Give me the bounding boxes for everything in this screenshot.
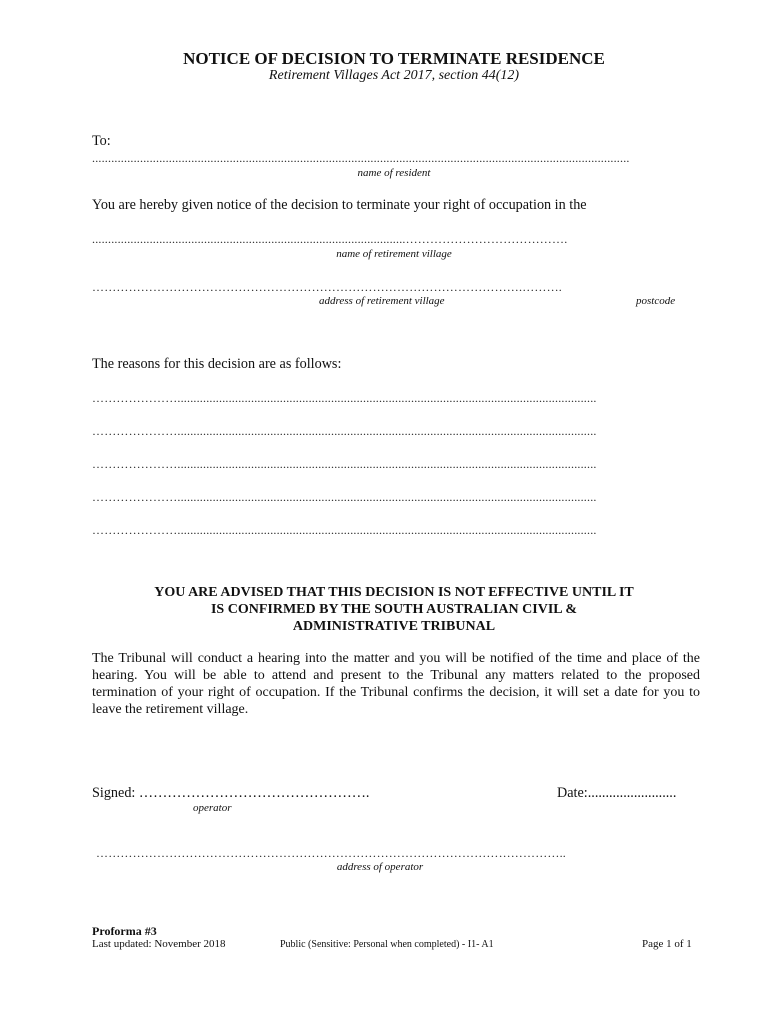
reason-line[interactable]: …………………................................................................................................................................... bbox=[92, 523, 597, 537]
village-name-field[interactable]: ..................................................................................................…………………………………. bbox=[92, 232, 568, 246]
last-updated: Last updated: November 2018 bbox=[92, 938, 226, 950]
notice-intro: You are hereby given notice of the decision to terminate your right of occupation in the bbox=[92, 197, 587, 213]
operator-caption: operator bbox=[193, 802, 232, 814]
reason-line[interactable]: …………………................................................................................................................................... bbox=[92, 457, 597, 471]
page-number: Page 1 of 1 bbox=[642, 938, 692, 950]
advice-line: ADMINISTRATIVE TRIBUNAL bbox=[292, 619, 496, 634]
operator-address-field[interactable]: …………………………………………………………………………………………………….. bbox=[96, 846, 566, 860]
classification-label: Public (Sensitive: Personal when completed) - I1- A1 bbox=[280, 939, 494, 950]
tribunal-paragraph: The Tribunal will conduct a hearing into the matter and you will be notified of the time and place of the hearing. You will be able to attend and present to the Tribunal any matters related to the proposed termination of your right of occupation. If the Tribunal confirms the decision, it will set a date for you to leave the retirement village. bbox=[92, 651, 700, 717]
advice-line: YOU ARE ADVISED THAT THIS DECISION IS NOT EFFECTIVE UNTIL IT bbox=[154, 585, 634, 600]
reasons-heading: The reasons for this decision are as follows: bbox=[92, 356, 342, 372]
postcode-caption: postcode bbox=[636, 295, 676, 307]
village-name-caption: name of retirement village bbox=[336, 248, 452, 260]
resident-name-field[interactable]: ........................................................................................................................................................................ bbox=[92, 151, 630, 165]
advice-notice bbox=[92, 584, 696, 635]
resident-name-caption: name of resident bbox=[357, 167, 431, 179]
village-address-field[interactable]: …………………………………………………………………………………………….………. bbox=[92, 280, 562, 294]
date-field[interactable]: Date:......................... bbox=[557, 785, 677, 801]
operator-address-caption: address of operator bbox=[336, 861, 424, 873]
document-subtitle: Retirement Villages Act 2017, section 44(12) bbox=[268, 68, 520, 83]
reason-line[interactable]: …………………................................................................................................................................... bbox=[92, 424, 597, 438]
proforma-label: Proforma #3 bbox=[92, 924, 157, 938]
reason-line[interactable]: …………………................................................................................................................................... bbox=[92, 490, 597, 504]
signed-field[interactable]: Signed: …………………………………………. bbox=[92, 785, 370, 801]
document-title: NOTICE OF DECISION TO TERMINATE RESIDENCE bbox=[183, 49, 605, 68]
advice-line: IS CONFIRMED BY THE SOUTH AUSTRALIAN CIVIL & bbox=[210, 602, 578, 617]
reason-line[interactable]: …………………................................................................................................................................... bbox=[92, 391, 597, 405]
village-address-caption: address of retirement village bbox=[319, 295, 445, 307]
to-label: To: bbox=[92, 133, 111, 149]
